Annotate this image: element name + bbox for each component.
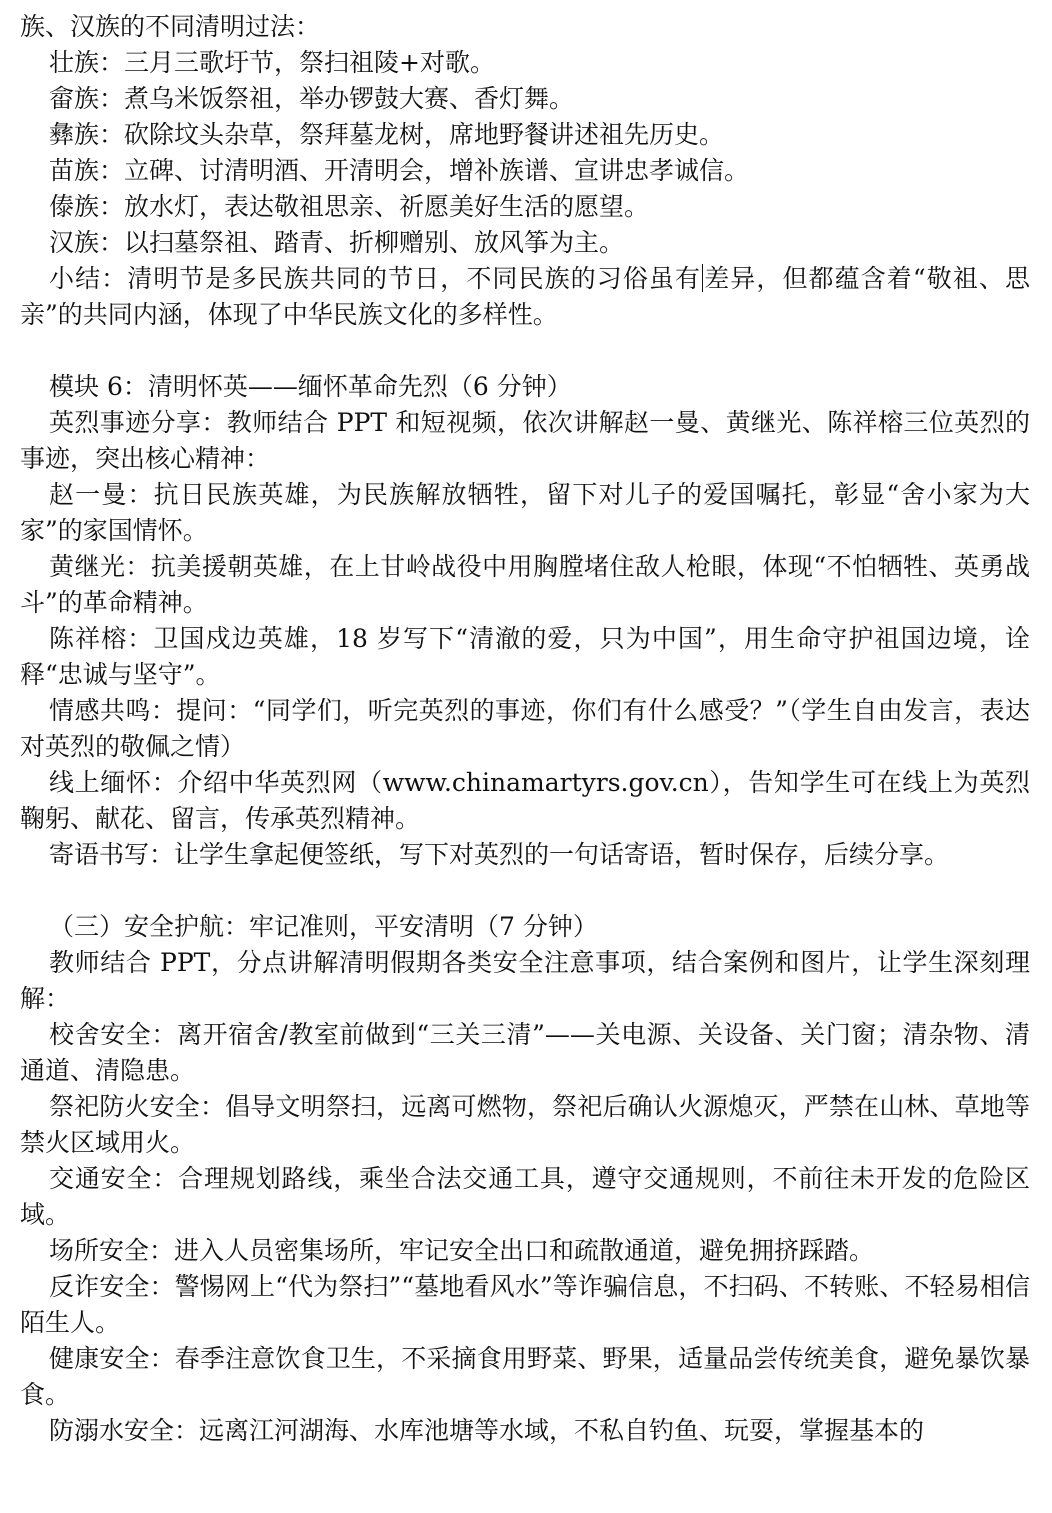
summary-text-after: 差异，但都蕴含着“敬祖、思亲”的共同内涵，体现了中华民族文化的多样性。 xyxy=(20,264,1030,329)
hero-chen-xiangrong: 陈祥榕：卫国戍边英雄，18 岁写下“清澈的爱，只为中国”，用生命守护祖国边境，诠释“忠诚与坚守”。 xyxy=(20,624,1030,689)
safety-item-drowning: 防溺水安全：远离江河湖海、水库池塘等水域，不私自钓鱼、玩耍，掌握基本的 xyxy=(49,1416,925,1445)
safety-item-traffic: 交通安全：合理规划路线，乘坐合法交通工具，遵守交通规则，不前往未开发的危险区域。 xyxy=(20,1164,1030,1229)
document-page xyxy=(20,9,1030,1449)
ethnic-summary[interactable] xyxy=(20,261,1030,333)
ethnic-item-miao: 苗族：立碑、讨清明酒、开清明会，增补族谱、宣讲忠孝诚信。 xyxy=(49,156,750,185)
ethnic-item-han: 汉族：以扫墓祭祖、踏青、折柳赠别、放风筝为主。 xyxy=(49,228,625,257)
ethnic-item-yi: 彝族：砍除坟头杂草，祭拜墓龙树，席地野餐讲述祖先历史。 xyxy=(49,120,725,149)
blank-line xyxy=(20,333,1030,369)
online-memorial: 线上缅怀：介绍中华英烈网（www.chinamartyrs.gov.cn），告知学生可在线上为英烈鞠躬、献花、留言，传承英烈精神。 xyxy=(20,768,1030,833)
ethnic-item-she: 畲族：煮乌米饭祭祖，举办锣鼓大赛、香灯舞。 xyxy=(49,84,575,113)
ethnic-lead: 族、汉族的不同清明过法： xyxy=(20,12,321,41)
message-writing: 寄语书写：让学生拿起便签纸，写下对英烈的一句话寄语，暂时保存，后续分享。 xyxy=(49,840,950,869)
hero-huang-jiguang: 黄继光：抗美援朝英雄，在上甘岭战役中用胸膛堵住敌人枪眼，体现“不怕牺牲、英勇战斗”的革命精神。 xyxy=(20,552,1030,617)
blank-line xyxy=(20,873,1030,909)
safety-item-venue: 场所安全：进入人员密集场所，牢记安全出口和疏散通道，避免拥挤踩踏。 xyxy=(49,1236,875,1265)
safety-heading: （三）安全护航：牢记准则，平安清明（7 分钟） xyxy=(49,912,598,941)
safety-intro: 教师结合 PPT，分点讲解清明假期各类安全注意事项，结合案例和图片，让学生深刻理解： xyxy=(20,948,1030,1013)
safety-item-dormitory: 校舍安全：离开宿舍/教室前做到“三关三清”——关电源、关设备、关门窗；清杂物、清通道、清隐患。 xyxy=(20,1020,1030,1085)
emotional-resonance: 情感共鸣：提问：“同学们，听完英烈的事迹，你们有什么感受？”（学生自由发言，表达对英烈的敬佩之情） xyxy=(20,696,1030,761)
hero-zhao-yiman: 赵一曼：抗日民族英雄，为民族解放牺牲，留下对儿子的爱国嘱托，彰显“舍小家为大家”的家国情怀。 xyxy=(20,480,1030,545)
module6-intro: 英烈事迹分享：教师结合 PPT 和短视频，依次讲解赵一曼、黄继光、陈祥榕三位英烈的事迹，突出核心精神： xyxy=(20,408,1030,473)
ethnic-item-dai: 傣族：放水灯，表达敬祖思亲、祈愿美好生活的愿望。 xyxy=(49,192,650,221)
safety-item-anti-fraud: 反诈安全：警惕网上“代为祭扫”“墓地看风水”等诈骗信息，不扫码、不转账、不轻易相信陌生人。 xyxy=(20,1272,1030,1337)
ethnic-item-zhuang: 壮族：三月三歌圩节，祭扫祖陵+对歌。 xyxy=(49,48,495,77)
module6-heading: 模块 6：清明怀英——缅怀革命先烈（6 分钟） xyxy=(49,372,572,401)
summary-text-before: 小结：清明节是多民族共同的节日，不同民族的习俗虽有 xyxy=(49,264,702,293)
safety-item-fire: 祭祀防火安全：倡导文明祭扫，远离可燃物，祭祀后确认火源熄灭，严禁在山林、草地等禁火区域用火。 xyxy=(20,1092,1030,1157)
safety-item-health: 健康安全：春季注意饮食卫生，不采摘食用野菜、野果，适量品尝传统美食，避免暴饮暴食。 xyxy=(20,1344,1030,1409)
